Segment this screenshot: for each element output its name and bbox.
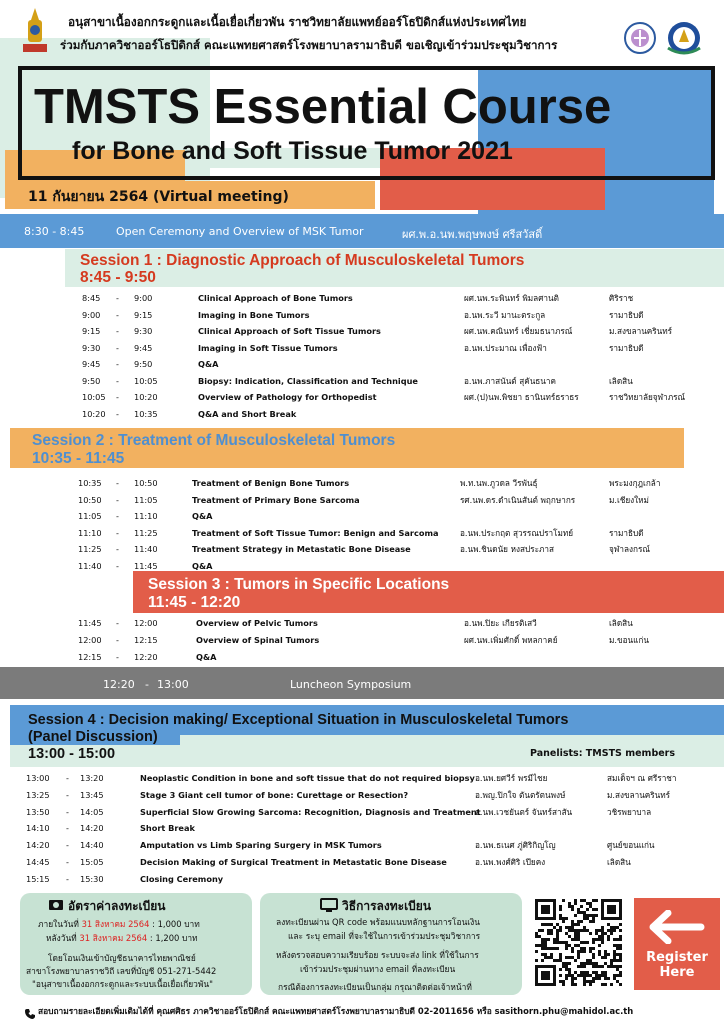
schedule-end-time: 9:00 [134,293,153,303]
schedule-row [0,373,724,389]
schedule-start-time: 13:25 [26,789,50,800]
page-subtitle: for Bone and Soft Tissue Tumor 2021 [72,137,513,165]
register-button[interactable] [634,898,720,990]
panelists-note: Panelists: TMSTS members [530,748,676,759]
schedule-row [0,323,724,339]
schedule-dash: - [66,806,69,817]
schedule-start-time: 15:15 [26,873,50,884]
session3-time: 11:45 - 12:20 [148,594,241,611]
register-label-1: Register [646,950,708,965]
schedule-start-time: 11:45 [78,618,102,628]
schedule-institution: ม.เชียงใหม่ [609,494,649,505]
qr-code-icon[interactable] [534,898,624,988]
fees-line2-date: 31 สิงหาคม 2564 [79,933,148,943]
page-title: TMSTS Essential Course [34,80,612,134]
schedule-end-time: 11:05 [134,494,158,505]
register-label-2: Here [659,965,695,980]
fees-line2-post: : 1,200 บาท [149,933,198,943]
schedule-dash: - [116,560,119,571]
schedule-topic: Overview of Spinal Tumors [196,635,320,645]
schedule-speaker: อ.นพ.ประมาณ เพื่องฟ้า [464,342,547,353]
schedule-end-time: 14:20 [80,823,104,834]
schedule-start-time: 12:00 [78,635,102,645]
schedule-dash: - [116,494,119,505]
schedule-speaker: อ.นพ.พงศ์ศิริ เปียคง [475,857,546,867]
method-line3: หลังตรวจสอบความเรียบร้อย ระบบจะส่ง link ที่ใช้ในการ [276,950,479,960]
schedule-end-time: 11:45 [134,560,158,571]
schedule-speaker: อ.นพ.ชินดนัย หงสประภาส [460,544,554,554]
fees-line1-pre: ภายในวันที่ [38,919,79,929]
schedule-row [0,475,724,491]
schedule-topic: Biopsy: Indication, Classification and Technique [198,375,418,386]
session2-title: Session 2 : Treatment of Musculoskeletal Tumors [32,432,396,449]
schedule-row [0,356,724,372]
fees-line1 [38,917,200,931]
schedule-topic: Q&A [192,560,213,571]
schedule-institution: เลิดสิน [609,375,633,386]
schedule-dash: - [66,840,69,851]
schedule-end-time: 10:35 [134,408,158,419]
schedule-dash: - [116,359,119,369]
session3-table [0,615,724,667]
schedule-speaker: พ.ท.นพ.ภูวดล วีรพันธุ์ [460,478,538,488]
schedule-row [0,770,724,786]
schedule-end-time: 9:15 [134,309,153,320]
schedule-speaker: อ.นพ.ปิยะ เกียรติเสวี [464,618,537,628]
schedule-dash: - [116,342,119,353]
schedule-dash: - [116,511,119,521]
schedule-row [0,871,724,887]
header-line1: อนุสาขาเนื้องอกกระดูกและเนื้อเยื่อเกี่ยวพัน ราชวิทยาลัยแพทย์ออร์โธปิดิกส์แห่งประเทศไทย [68,15,527,29]
schedule-end-time: 9:45 [134,342,153,353]
schedule-institution: รามาธิบดี [609,527,644,538]
schedule-start-time: 9:45 [82,359,101,369]
schedule-end-time: 15:30 [80,873,104,884]
society-logo-icon [624,22,656,54]
schedule-start-time: 14:20 [26,840,50,851]
schedule-start-time: 11:25 [78,544,102,554]
schedule-dash: - [116,527,119,538]
schedule-topic: Neoplastic Condition in bone and soft tissue that do not required biopsy [140,773,475,783]
schedule-speaker: ผศ.นพ.เพิ่มศักดิ์ พหลกาคย์ [464,635,558,645]
schedule-end-time: 13:20 [80,773,104,783]
money-icon [48,897,64,911]
schedule-start-time: 9:30 [82,342,101,353]
schedule-institution: ราชวิทยาลัยจุฬาภรณ์ [609,392,686,402]
schedule-dash: - [116,392,119,402]
schedule-dash: - [116,408,119,419]
schedule-dash: - [66,873,69,884]
lunch-start: 12:20 [103,678,135,691]
schedule-row [0,406,724,422]
schedule-start-time: 9:15 [82,326,101,336]
college-crest-icon [20,6,50,58]
schedule-row [0,787,724,803]
mahidol-logo-icon [664,20,704,56]
schedule-dash: - [116,293,119,303]
schedule-speaker: อ.พญ.ปิกใจ ตันตรัตนพงษ์ [475,789,566,800]
bank-line3: "อนุสาขาเนื้องอกกระดูกและระบบเนื้อเยื่อเกี่ยวพัน" [32,979,213,989]
schedule-dash: - [116,544,119,554]
schedule-topic: Q&A [198,359,219,369]
schedule-topic: Treatment of Primary Bone Sarcoma [192,494,360,505]
schedule-topic: Treatment of Soft Tissue Tumor: Benign and Sarcoma [192,527,439,538]
fees-line1-post: : 1,000 บาท [152,919,200,929]
schedule-topic: Imaging in Bone Tumors [198,309,310,320]
schedule-topic: Clinical Approach of Soft Tissue Tumors [198,326,381,336]
schedule-institution: รามาธิบดี [609,342,644,353]
schedule-dash: - [116,375,119,386]
schedule-topic: Short Break [140,823,195,834]
schedule-row [0,854,724,870]
fees-title: อัตราค่าลงทะเบียน [68,899,166,913]
schedule-start-time: 11:40 [78,560,102,571]
schedule-row [0,820,724,836]
method-title: วิธีการลงทะเบียน [342,899,432,913]
schedule-topic: Q&A [196,652,217,662]
session1-table [0,290,724,422]
schedule-institution: ม.ขอนแก่น [609,635,649,645]
schedule-topic: Superficial Slow Growing Sarcoma: Recognition, Diagnosis and Treatment [140,806,481,817]
schedule-end-time: 13:45 [80,789,104,800]
arrow-left-icon [648,910,706,944]
schedule-dash: - [116,326,119,336]
schedule-institution: เลิดสิน [607,857,631,867]
schedule-row [0,290,724,306]
schedule-start-time: 8:45 [82,293,101,303]
method-line2: และ ระบุ email ที่จะใช้ในการเข้าร่วมประชุมวิชาการ [288,931,481,941]
schedule-end-time: 11:25 [134,527,158,538]
fees-line1-date: 31 สิงหาคม 2564 [81,919,150,929]
opening-topic: Open Ceremony and Overview of MSK Tumor [116,225,364,238]
schedule-row [0,340,724,356]
schedule-row [0,615,724,631]
schedule-topic: Overview of Pelvic Tumors [196,618,318,628]
schedule-topic: Clinical Approach of Bone Tumors [198,293,353,303]
schedule-end-time: 11:40 [134,544,158,554]
schedule-end-time: 11:10 [134,511,158,521]
event-date: 11 กันยายน 2564 (Virtual meeting) [28,189,289,205]
schedule-topic: Q&A [192,511,213,521]
schedule-speaker: อ.นพ.เวชยันตร์ จันทร์สาสัน [475,806,573,817]
fees-line2-pre: หลังวันที่ [46,933,77,943]
schedule-row [0,389,724,405]
schedule-end-time: 12:20 [134,652,158,662]
schedule-institution: ศูนย์ขอนแก่น [607,840,655,851]
method-line1: ลงทะเบียนผ่าน QR code พร้อมแนบหลักฐานการโอนเงิน [276,917,480,927]
schedule-end-time: 10:50 [134,478,158,488]
lunch-dash: - [145,678,149,691]
schedule-row [0,632,724,648]
schedule-dash: - [66,823,69,834]
schedule-topic: Imaging in Soft Tissue Tumors [198,342,338,353]
schedule-end-time: 9:30 [134,326,153,336]
schedule-topic: Overview of Pathology for Orthopedist [198,392,377,402]
schedule-start-time: 11:05 [78,511,102,521]
opening-time: 8:30 - 8:45 [24,225,85,238]
schedule-speaker: ผศ.นพ.ระพินทร์ พิมลศานติ [464,293,559,303]
session1-title: Session 1 : Diagnostic Approach of Musculoskeletal Tumors [80,252,525,269]
schedule-row [0,525,724,541]
schedule-row [0,649,724,665]
schedule-speaker: อ.นพ.ยศวีร์ พรมีไชย [475,773,548,783]
method-line4: เข้าร่วมประชุมผ่านทาง email ที่ลงทะเบียน [300,964,456,974]
schedule-dash: - [66,789,69,800]
schedule-row [0,837,724,853]
schedule-institution: รามาธิบดี [609,309,644,320]
schedule-topic: Amputation vs Limb Sparing Surgery in MSK Tumors [140,840,382,851]
schedule-institution: เลิดสิน [609,618,633,628]
session4-time: 13:00 - 15:00 [28,746,116,762]
schedule-dash: - [116,652,119,662]
schedule-speaker: อ.นพ.ภาสนันต์ สุคันธนาค [464,375,556,386]
schedule-start-time: 14:10 [26,823,50,834]
schedule-speaker: อ.นพ.ธเนศ ภู่ศิริกิญโญ [475,840,556,851]
schedule-end-time: 14:40 [80,840,104,851]
schedule-dash: - [116,478,119,488]
bank-line2: สาขาโรงพยาบาลราชวิถี เลขที่บัญชี 051-271-5442 [26,966,217,976]
schedule-dash: - [116,618,119,628]
schedule-end-time: 15:05 [80,857,104,867]
schedule-topic: Treatment Strategy in Metastatic Bone Disease [192,544,411,554]
schedule-start-time: 13:50 [26,806,50,817]
schedule-institution: ม.สงขลานครินทร์ [609,326,673,336]
schedule-start-time: 12:15 [78,652,102,662]
schedule-start-time: 10:20 [82,408,106,419]
schedule-speaker: อ.นพ.ประกฤต สุวรรณปราโมทย์ [460,527,574,538]
schedule-dash: - [66,857,69,867]
schedule-row [0,804,724,820]
schedule-speaker: ผศ.(ป)นพ.พิชยา ธานินทร์ธราธร [464,392,579,402]
schedule-end-time: 12:00 [134,618,158,628]
footer-contact: สอบถามรายละเอียดเพิ่มเติมได้ที่ คุณศศิธร ภาควิชาออร์โธปิดิกส์ คณะแพทยศาสตร์โรงพยาบาลรามาธิบดี 02-2011656 หรือ sasithorn.phu@mahidol.ac.th [38,1006,634,1016]
schedule-start-time: 10:05 [82,392,106,402]
schedule-row [0,307,724,323]
schedule-end-time: 10:05 [134,375,158,386]
schedule-institution: พระมงกุฎเกล้า [609,478,661,488]
schedule-topic: Treatment of Benign Bone Tumors [192,478,350,488]
computer-icon [320,897,338,911]
schedule-dash: - [116,635,119,645]
session2-table [0,475,724,575]
schedule-speaker: อ.นพ.ระวี มานะตระกูล [464,309,546,320]
opening-speaker: ผศ.พ.อ.นพ.พฤษพงษ์ ศรีสวัสดิ์ [402,228,543,241]
schedule-start-time: 9:50 [82,375,101,386]
lunch-end: 13:00 [157,678,189,691]
schedule-row [0,541,724,557]
schedule-row [0,508,724,524]
schedule-row [0,492,724,508]
schedule-institution: จุฬาลงกรณ์ [609,544,650,554]
fees-line2 [46,931,198,945]
session4-title: Session 4 : Decision making/ Exceptional Situation in Musculoskeletal Tumors [28,712,569,728]
session4-subtitle: (Panel Discussion) [28,729,158,745]
schedule-speaker: ผศ.นพ.คณินทร์ เชี่ยมธนาภรณ์ [464,326,573,336]
session1-time: 8:45 - 9:50 [80,269,156,286]
schedule-start-time: 14:45 [26,857,50,867]
schedule-end-time: 10:20 [134,392,158,402]
schedule-end-time: 12:15 [134,635,158,645]
schedule-start-time: 10:50 [78,494,102,505]
schedule-topic: Decision Making of Surgical Treatment in Metastatic Bone Disease [140,857,447,867]
session2-time: 10:35 - 11:45 [32,450,125,467]
schedule-start-time: 10:35 [78,478,102,488]
session3-title: Session 3 : Tumors in Specific Locations [148,576,450,593]
schedule-topic: Q&A and Short Break [198,408,297,419]
schedule-topic: Closing Ceremony [140,873,224,884]
header-line2: ร่วมกับภาควิชาออร์โธปิดิกส์ คณะแพทยศาสตร์โรงพยาบาลรามาธิบดี ขอเชิญเข้าร่วมประชุมวิชาการ [60,38,558,52]
schedule-start-time: 13:00 [26,773,50,783]
schedule-institution: วชิรพยาบาล [607,806,652,817]
schedule-dash: - [116,309,119,320]
lunch-topic: Luncheon Symposium [290,678,412,691]
schedule-institution: สมเด็จฯ ณ ศรีราชา [607,773,677,783]
schedule-start-time: 9:00 [82,309,101,320]
schedule-speaker: รศ.นพ.ดร.ดำเนินสันต์ พฤกษากร [460,494,576,505]
schedule-institution: ม.สงขลานครินทร์ [607,789,671,800]
phone-icon [24,1005,36,1017]
schedule-dash: - [66,773,69,783]
schedule-end-time: 9:50 [134,359,153,369]
schedule-end-time: 14:05 [80,806,104,817]
session4-table [0,770,724,888]
schedule-institution: ศิริราช [609,293,634,303]
bank-line1: โดยโอนเงินเข้าบัญชีธนาคารไทยพาณิชย์ [48,953,196,963]
schedule-start-time: 11:10 [78,527,102,538]
schedule-topic: Stage 3 Giant cell tumor of bone: Curettage or Resection? [140,789,409,800]
method-line5: กรณีต้องการลงทะเบียนเป็นกลุ่ม กรุณาติดต่อเจ้าหน้าที่ [278,982,472,992]
